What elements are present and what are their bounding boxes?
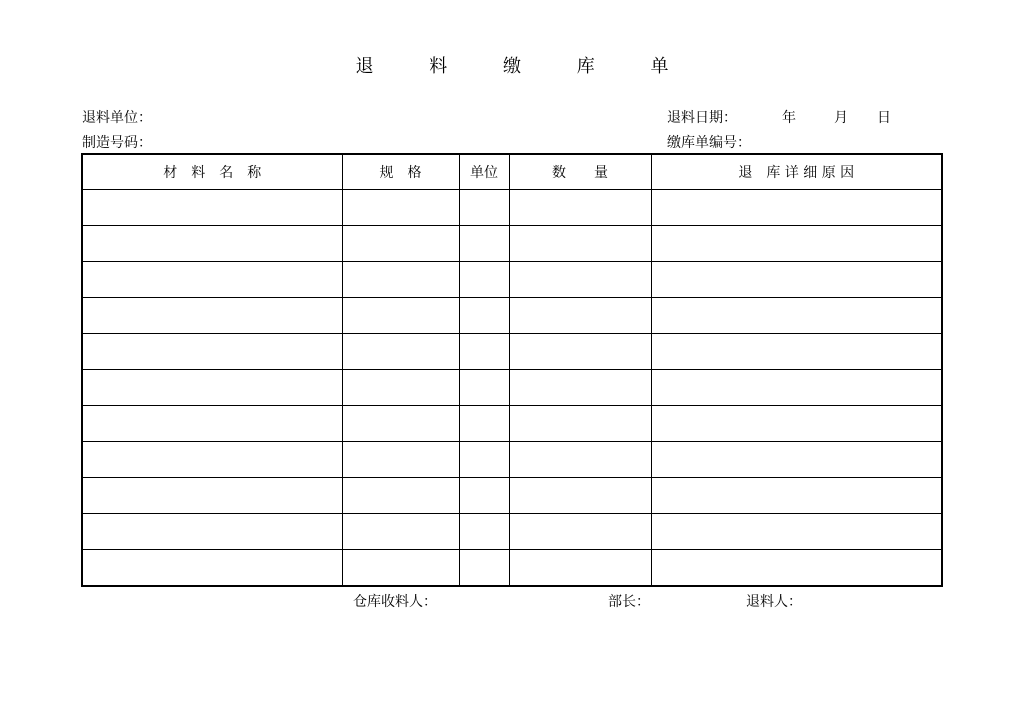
cell-unit[interactable] <box>459 226 509 262</box>
cell-unit[interactable] <box>459 442 509 478</box>
cell-reason[interactable] <box>651 370 942 406</box>
cell-material-name[interactable] <box>82 406 342 442</box>
cell-spec[interactable] <box>342 442 459 478</box>
cell-unit[interactable] <box>459 262 509 298</box>
cell-material-name[interactable] <box>82 550 342 587</box>
warehouse-receiver-label: 仓库收料人： <box>353 594 437 610</box>
table-row <box>82 370 942 406</box>
cell-spec[interactable] <box>342 514 459 550</box>
title-char: 退 <box>355 56 374 77</box>
column-header-reason: 退 库 详 细 原 因 <box>651 154 942 190</box>
cell-material-name[interactable] <box>82 478 342 514</box>
form-number-label: 缴库单编号： <box>667 135 751 151</box>
cell-unit[interactable] <box>459 190 509 226</box>
cell-unit[interactable] <box>459 406 509 442</box>
cell-spec[interactable] <box>342 370 459 406</box>
title-char: 缴 <box>503 56 521 77</box>
cell-reason[interactable] <box>651 226 942 262</box>
cell-spec[interactable] <box>342 334 459 370</box>
year-label: 年 <box>782 110 796 126</box>
cell-material-name[interactable] <box>82 514 342 550</box>
cell-reason[interactable] <box>651 262 942 298</box>
cell-reason[interactable] <box>651 478 942 514</box>
cell-material-name[interactable] <box>82 226 342 262</box>
cell-material-name[interactable] <box>82 442 342 478</box>
return-date-label: 退料日期： <box>667 110 737 126</box>
manager-label: 部长： <box>608 594 650 610</box>
cell-material-name[interactable] <box>82 190 342 226</box>
cell-material-name[interactable] <box>82 262 342 298</box>
cell-quantity[interactable] <box>509 514 651 550</box>
cell-material-name[interactable] <box>82 370 342 406</box>
cell-reason[interactable] <box>651 298 942 334</box>
table-body <box>82 190 942 587</box>
cell-reason[interactable] <box>651 442 942 478</box>
cell-reason[interactable] <box>651 406 942 442</box>
cell-unit[interactable] <box>459 514 509 550</box>
column-header-material-name: 材 料 名 称 <box>82 154 342 190</box>
column-header-unit: 单位 <box>459 154 509 190</box>
mfg-number-label: 制造号码： <box>82 135 152 151</box>
cell-quantity[interactable] <box>509 442 651 478</box>
cell-reason[interactable] <box>651 514 942 550</box>
cell-spec[interactable] <box>342 406 459 442</box>
cell-unit[interactable] <box>459 478 509 514</box>
title-char: 料 <box>429 56 448 77</box>
cell-quantity[interactable] <box>509 190 651 226</box>
cell-reason[interactable] <box>651 550 942 587</box>
cell-spec[interactable] <box>342 298 459 334</box>
cell-quantity[interactable] <box>509 226 651 262</box>
cell-spec[interactable] <box>342 190 459 226</box>
cell-material-name[interactable] <box>82 334 342 370</box>
column-header-spec: 规 格 <box>342 154 459 190</box>
cell-quantity[interactable] <box>509 478 651 514</box>
cell-reason[interactable] <box>651 334 942 370</box>
cell-quantity[interactable] <box>509 550 651 587</box>
table-row <box>82 550 942 587</box>
cell-spec[interactable] <box>342 478 459 514</box>
column-header-quantity: 数 量 <box>509 154 651 190</box>
table-row <box>82 478 942 514</box>
form-title <box>0 52 1024 78</box>
table-row <box>82 190 942 226</box>
cell-spec[interactable] <box>342 226 459 262</box>
cell-spec[interactable] <box>342 550 459 587</box>
return-items-table <box>81 153 943 587</box>
cell-quantity[interactable] <box>509 262 651 298</box>
cell-quantity[interactable] <box>509 406 651 442</box>
table-row <box>82 442 942 478</box>
cell-unit[interactable] <box>459 298 509 334</box>
return-unit-label: 退料单位： <box>82 110 152 126</box>
table-row <box>82 298 942 334</box>
month-label: 月 <box>834 110 848 126</box>
title-char: 单 <box>650 56 669 77</box>
cell-quantity[interactable] <box>509 370 651 406</box>
table-row <box>82 262 942 298</box>
cell-unit[interactable] <box>459 370 509 406</box>
table-row <box>82 406 942 442</box>
cell-reason[interactable] <box>651 190 942 226</box>
table-header-row <box>82 154 942 190</box>
cell-unit[interactable] <box>459 334 509 370</box>
cell-spec[interactable] <box>342 262 459 298</box>
table-row <box>82 226 942 262</box>
day-label: 日 <box>877 110 891 126</box>
table-row <box>82 334 942 370</box>
cell-unit[interactable] <box>459 550 509 587</box>
cell-quantity[interactable] <box>509 334 651 370</box>
cell-quantity[interactable] <box>509 298 651 334</box>
table-row <box>82 514 942 550</box>
returner-label: 退料人： <box>746 594 802 610</box>
cell-material-name[interactable] <box>82 298 342 334</box>
title-char: 库 <box>576 56 595 77</box>
